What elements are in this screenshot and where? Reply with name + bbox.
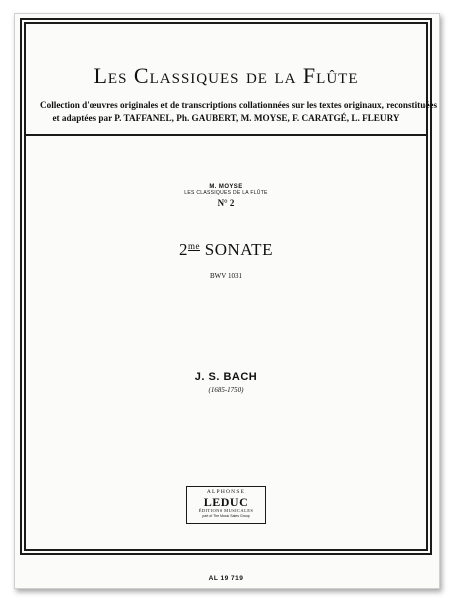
work-ordinal-suffix: me — [188, 241, 201, 251]
publisher-subtitle: ÉDITIONS MUSICALES — [198, 508, 254, 513]
collection-description-line-2: et adaptées par P. TAFFANEL, Ph. GAUBERT, M. MOYSE, F. CARATGÉ, L. FLEURY — [52, 113, 400, 123]
composer-name: J. S. BACH — [194, 371, 258, 383]
collection-description-line-1: Collection d'œuvres originales et de transcriptions collationnées sur les textes originaux, reconstituées — [40, 100, 438, 110]
publisher-group: part of The Music Sales Group — [202, 514, 250, 518]
work-title-text: SONATE — [204, 240, 273, 259]
publisher-logo — [186, 486, 266, 524]
series-name-small: LES CLASSIQUES DE LA FLÛTE — [184, 190, 268, 196]
composer-dates: (1685-1750) — [208, 386, 244, 394]
series-title: Les Classiques de la Flûte — [93, 63, 359, 88]
volume-number: N° 2 — [217, 198, 235, 208]
editor-name: M. MOYSE — [209, 184, 243, 190]
publisher-name: LEDUC — [203, 495, 249, 509]
header-divider — [24, 134, 428, 136]
work-title — [24, 240, 428, 260]
plate-number: AL 19 719 — [208, 575, 244, 582]
catalog-number: BWV 1031 — [210, 272, 242, 280]
work-ordinal: 2 — [179, 240, 189, 259]
publisher-firstname: ALPHONSE — [206, 489, 246, 495]
